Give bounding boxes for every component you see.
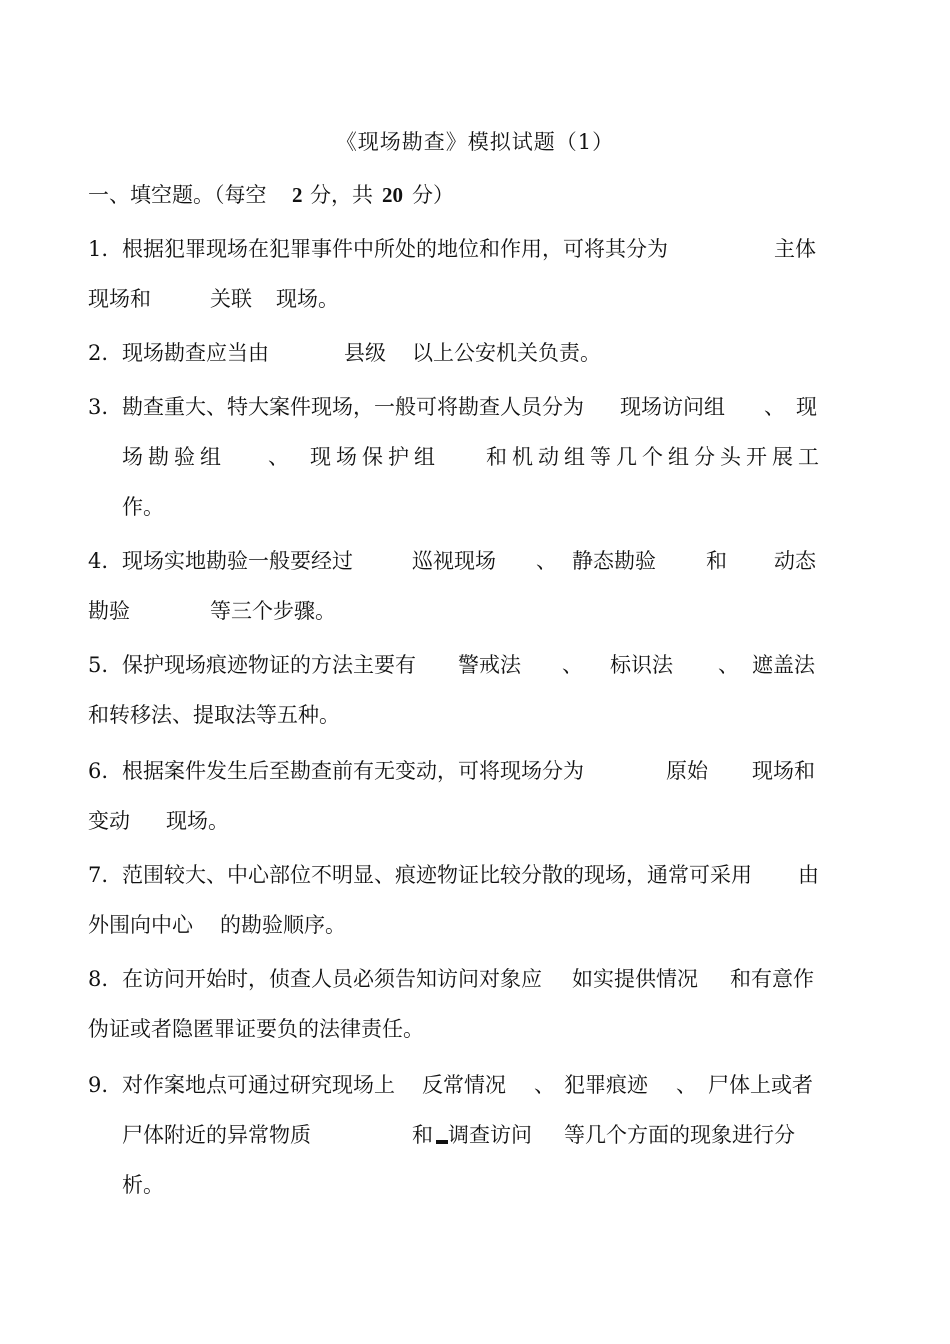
question-7-line-2 xyxy=(88,908,828,942)
underline-mark xyxy=(436,1140,448,1144)
question-4-line-1 xyxy=(88,544,828,578)
question-number: 4. xyxy=(88,549,109,573)
separator: 、 xyxy=(676,1073,697,1097)
question-number: 1. xyxy=(88,237,109,261)
question-text: 现场和 xyxy=(88,287,151,311)
question-text: 勘查重大、特大案件现场，一般可将勘查人员分为 xyxy=(122,395,584,419)
question-1-line-1 xyxy=(88,232,828,266)
question-number: 7. xyxy=(88,863,109,887)
question-number: 2. xyxy=(88,341,109,365)
answer: 调查访问 xyxy=(448,1123,532,1147)
question-3-line-1 xyxy=(88,390,828,424)
answer: 标识法 xyxy=(610,653,673,677)
question-text: 根据案件发生后至勘查前有无变动，可将现场分为 xyxy=(122,759,584,783)
question-text: 作。 xyxy=(122,495,164,519)
question-1-line-2 xyxy=(88,282,828,316)
question-text: 现场和 xyxy=(752,759,815,783)
answer: 犯罪痕迹 xyxy=(564,1073,648,1097)
question-7-line-1 xyxy=(88,858,828,892)
answer: 关联 xyxy=(210,287,252,311)
separator: 、 xyxy=(562,653,583,677)
points-each: 2 xyxy=(292,183,303,207)
answer: 现场保护组 xyxy=(310,445,440,469)
question-text: 析。 xyxy=(122,1173,164,1197)
answer: 遮盖法 xyxy=(752,653,815,677)
question-text: 在访问开始时，侦查人员必须告知访问对象应 xyxy=(122,967,542,991)
answer: 外围向中心 xyxy=(88,913,193,937)
question-text: 现场。 xyxy=(166,809,229,833)
answer: 警戒法 xyxy=(458,653,521,677)
question-9-line-1 xyxy=(88,1068,828,1102)
question-3-line-2 xyxy=(122,440,828,474)
question-text: 对作案地点可通过研究现场上 xyxy=(122,1073,395,1097)
answer: 尸体上或者 xyxy=(708,1073,813,1097)
answer: 现场访问组 xyxy=(620,395,725,419)
question-text: 现场。 xyxy=(276,287,339,311)
question-8-line-1 xyxy=(88,962,828,996)
document-title: 《现场勘查》模拟试题（1） xyxy=(335,130,615,154)
question-5-line-1 xyxy=(88,648,828,682)
answer: 反常情况 xyxy=(422,1073,506,1097)
question-number: 3. xyxy=(88,395,109,419)
section-heading-text: 分，共 xyxy=(310,183,373,207)
question-4-line-2 xyxy=(88,594,828,628)
answer: 变动 xyxy=(88,809,130,833)
question-text: 和机动组等几个组分头开展工 xyxy=(486,445,824,469)
question-text: 伪证或者隐匿罪证要负的法律责任。 xyxy=(88,1017,424,1041)
answer: 静态勘验 xyxy=(572,549,656,573)
answer: 场勘验组 xyxy=(122,445,226,469)
section-heading-text: 分） xyxy=(412,183,454,207)
question-number: 5. xyxy=(88,653,109,677)
question-text: 现场勘查应当由 xyxy=(122,341,269,365)
question-number: 6. xyxy=(88,759,109,783)
question-text: 等三个步骤。 xyxy=(210,599,336,623)
answer: 勘验 xyxy=(88,599,130,623)
separator: 、 xyxy=(268,445,289,469)
question-text: 以上公安机关负责。 xyxy=(412,341,601,365)
question-text: 保护现场痕迹物证的方法主要有 xyxy=(122,653,416,677)
separator: 、 xyxy=(534,1073,555,1097)
points-total: 20 xyxy=(382,183,403,207)
question-text: 根据犯罪现场在犯罪事件中所处的地位和作用，可将其分为 xyxy=(122,237,668,261)
answer: 如实提供情况 xyxy=(572,967,698,991)
answer: 尸体附近的异常物质 xyxy=(122,1123,311,1147)
answer: 巡视现场 xyxy=(412,549,496,573)
question-text: 的勘验顺序。 xyxy=(220,913,346,937)
question-text: 等几个方面的现象进行分 xyxy=(564,1123,795,1147)
question-text: 现场实地勘验一般要经过 xyxy=(122,549,353,573)
section-heading-text: 一、填空题。（每空 xyxy=(88,183,267,207)
question-text: 和转移法、提取法等五种。 xyxy=(88,703,340,727)
question-2-line-1 xyxy=(88,336,828,370)
answer: 原始 xyxy=(666,759,708,783)
question-number: 9. xyxy=(88,1073,109,1097)
question-6-line-2 xyxy=(88,804,828,838)
separator: 、 xyxy=(536,549,557,573)
question-text: 和 xyxy=(706,549,727,573)
question-text: 范围较大、中心部位不明显、痕迹物证比较分散的现场，通常可采用 xyxy=(122,863,752,887)
question-number: 8. xyxy=(88,967,109,991)
separator: 、 xyxy=(718,653,739,677)
answer: 由 xyxy=(798,863,819,887)
question-text: 和 xyxy=(412,1123,433,1147)
answer: 动态 xyxy=(774,549,816,573)
answer: 现 xyxy=(796,395,817,419)
answer: 主体 xyxy=(774,237,816,261)
answer: 县级 xyxy=(344,341,386,365)
question-9-line-2 xyxy=(122,1118,828,1152)
separator: 、 xyxy=(764,395,785,419)
question-6-line-1 xyxy=(88,754,828,788)
question-text: 和有意作 xyxy=(730,967,814,991)
